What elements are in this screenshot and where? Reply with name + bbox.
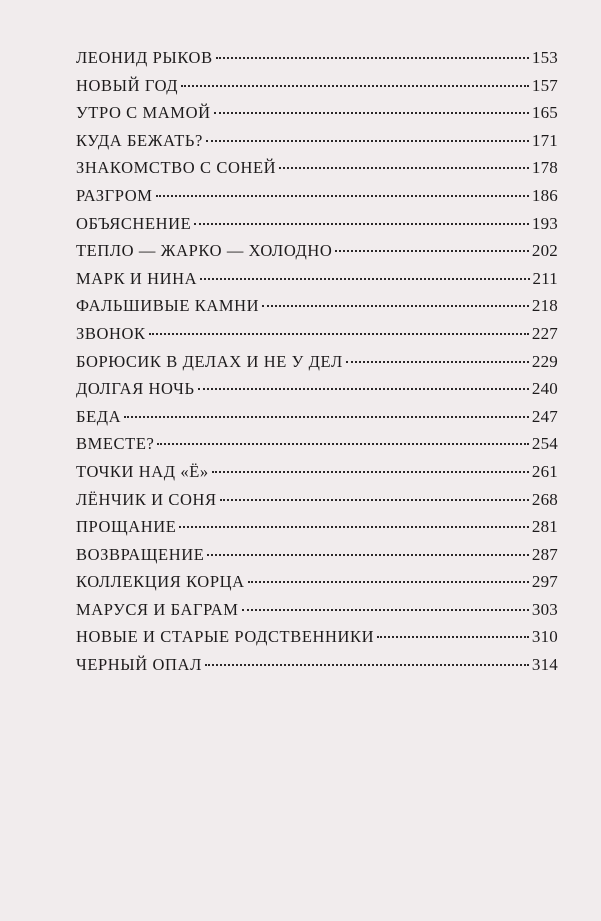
dot-leader — [181, 85, 529, 87]
dot-leader — [157, 443, 528, 445]
toc-entry-title: ФАЛЬШИВЫЕ КАМНИ — [76, 296, 260, 316]
toc-entry-page: 153 — [531, 48, 558, 67]
toc-entry-title: ЧЕРНЫЙ ОПАЛ — [76, 655, 202, 675]
toc-entry-page: 211 — [532, 268, 558, 288]
toc-entry-title: ЗВОНОК — [76, 323, 146, 343]
toc-entry-title: УТРО С МАМОЙ — [76, 103, 211, 123]
toc-entry-page: 254 — [531, 434, 558, 454]
toc-entry-page: 171 — [531, 130, 558, 150]
toc-entry-page: 247 — [531, 406, 558, 426]
toc-entry-page: 310 — [531, 627, 558, 647]
toc-entry-page: 157 — [531, 75, 558, 95]
toc-entry-page: 202 — [531, 241, 558, 261]
dot-leader — [214, 112, 529, 114]
toc-entry — [76, 103, 558, 131]
toc-entry — [76, 490, 558, 518]
toc-entry-title: МАРК И НИНА — [76, 268, 198, 288]
dot-leader — [206, 140, 529, 142]
toc-entry-title: РАЗГРОМ — [76, 185, 153, 205]
toc-entry — [76, 241, 558, 269]
toc-entry-title: ПРОЩАНИЕ — [76, 517, 177, 537]
toc-entry-title: ЛЁНЧИК И СОНЯ — [76, 489, 217, 509]
dot-leader — [377, 636, 529, 638]
toc-entry — [76, 407, 558, 435]
toc-entry-title: КУДА БЕЖАТЬ? — [76, 130, 203, 150]
toc-entry-page: 268 — [531, 489, 558, 509]
dot-leader — [194, 223, 529, 225]
toc-entry-page: 227 — [531, 323, 558, 343]
dot-leader — [346, 361, 529, 363]
toc-entry-page: 314 — [531, 655, 558, 675]
dot-leader — [216, 57, 529, 59]
toc-entry-title: ЛЕОНИД РЫКОВ — [76, 48, 213, 67]
toc-entry — [76, 379, 558, 407]
toc-entry — [76, 572, 558, 600]
toc-entry — [76, 131, 558, 159]
dot-leader — [242, 609, 529, 611]
dot-leader — [124, 416, 529, 418]
toc-entry — [76, 600, 558, 628]
dot-leader — [205, 664, 529, 666]
dot-leader — [179, 526, 528, 528]
toc-entry — [76, 48, 558, 76]
dot-leader — [149, 333, 529, 335]
toc-entry — [76, 186, 558, 214]
toc-entry-title: ТЕПЛО — ЖАРКО — ХОЛОДНО — [76, 241, 333, 261]
toc-entry — [76, 545, 558, 573]
dot-leader — [335, 250, 528, 252]
toc-entry-title: ДОЛГАЯ НОЧЬ — [76, 379, 195, 399]
toc-entry — [76, 462, 558, 490]
toc-entry-page: 303 — [531, 599, 558, 619]
toc-entry-page: 287 — [531, 544, 558, 564]
toc-entry-title: ВОЗВРАЩЕНИЕ — [76, 544, 205, 564]
toc-entry — [76, 434, 558, 462]
dot-leader — [207, 554, 528, 556]
toc-entry — [76, 76, 558, 104]
toc-entry — [76, 627, 558, 655]
toc-entry-title: НОВЫЕ И СТАРЫЕ РОДСТВЕННИКИ — [76, 627, 375, 647]
dot-leader — [262, 305, 529, 307]
toc-entry-title: БЕДА — [76, 406, 122, 426]
toc-entry-page: 297 — [531, 572, 558, 592]
toc-entry-page: 218 — [531, 296, 558, 316]
toc-entry-page: 193 — [531, 213, 558, 233]
dot-leader — [212, 471, 529, 473]
toc-entry — [76, 352, 558, 380]
toc-entry-page: 261 — [531, 461, 558, 481]
toc-entry — [76, 655, 558, 683]
toc-entry-title: КОЛЛЕКЦИЯ КОРЦА — [76, 572, 245, 592]
toc-entry-page: 165 — [531, 103, 558, 123]
dot-leader — [198, 388, 529, 390]
toc-entry-page: 186 — [531, 185, 558, 205]
toc-entry-title: ТОЧКИ НАД «Ё» — [76, 461, 209, 481]
toc-entry-page: 178 — [531, 158, 558, 178]
dot-leader — [279, 167, 529, 169]
toc-entry — [76, 324, 558, 352]
dot-leader — [156, 195, 529, 197]
toc-entry — [76, 296, 558, 324]
toc-entry — [76, 214, 558, 242]
toc-entry — [76, 517, 558, 545]
toc-entry — [76, 158, 558, 186]
dot-leader — [220, 499, 529, 501]
toc-entry-title: ВМЕСТЕ? — [76, 434, 155, 454]
toc-entry-page: 229 — [531, 351, 558, 371]
toc-entry-page: 240 — [531, 379, 558, 399]
toc-entry-page: 281 — [531, 517, 558, 537]
dot-leader — [200, 278, 529, 280]
toc-entry-title: ОБЪЯСНЕНИЕ — [76, 213, 192, 233]
dot-leader — [248, 581, 529, 583]
toc-entry-title: НОВЫЙ ГОД — [76, 75, 179, 95]
toc-entry-title: МАРУСЯ И БАГРАМ — [76, 599, 239, 619]
table-of-contents — [76, 48, 558, 683]
toc-entry — [76, 269, 558, 297]
toc-entry-title: ЗНАКОМСТВО С СОНЕЙ — [76, 158, 277, 178]
toc-entry-title: БОРЮСИК В ДЕЛАХ И НЕ У ДЕЛ — [76, 351, 343, 371]
